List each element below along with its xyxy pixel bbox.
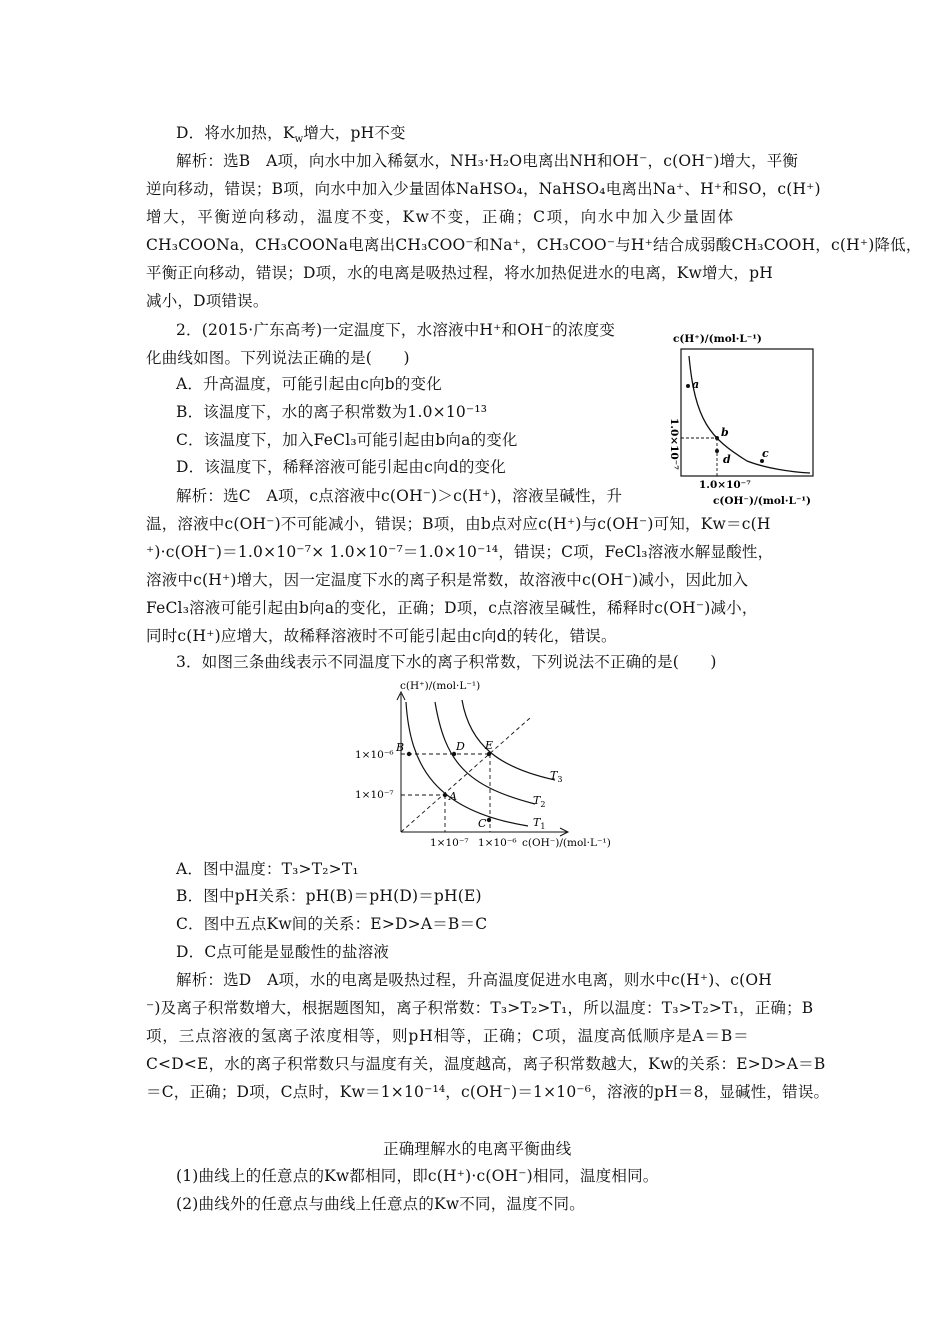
q2-figure [665,326,825,512]
q3-label-t1: $T_1$ [533,816,546,831]
q3-explanation-line: ＝C，正确；D项，C点时，Kw＝1×10⁻¹⁴，c(OH⁻)＝1×10⁻⁶，溶液的pH＝8，显碱性，错误。 [146,1083,830,1101]
q3-xtick-1: 1×10⁻⁷ [430,837,469,849]
q3-explanation-line: ⁻)及离子积常数增大，根据题图知，离子积常数：T₃>T₂>T₁，所以温度：T₃>T₂>T₁，正确；B [146,999,814,1017]
q2-ylabel: c(H⁺)/(mol·L⁻¹) [673,333,762,345]
q3-ytick-2: 1×10⁻⁷ [355,789,394,801]
q3-label-b: B [396,741,405,754]
q1-explanation-line: 逆向移动，错误；B项，向水中加入少量固体NaHSO₄，NaHSO₄电离出Na⁺、H⁺和SO，c(H⁺) [146,180,821,198]
q3-label-a: A [449,790,457,803]
q2-xlabel: c(OH⁻)/(mol·L⁻¹) [713,495,811,507]
q2-point-b [715,436,719,440]
q3-label-d: D [456,740,465,753]
q3-xtick-2: 1×10⁻⁶ [478,837,517,849]
q3-option-b: B．图中pH关系：pH(B)＝pH(D)＝pH(E) [176,887,482,905]
q2-label-d: d [723,453,731,466]
q3-label-c: C [478,817,487,830]
q2-stem-cont: 化曲线如图。下列说法正确的是( ) [146,349,410,367]
q2-label-a: a [692,378,700,391]
q3-option-a: A．图中温度：T₃>T₂>T₁ [176,860,359,878]
q2-option-d: D．该温度下，稀释溶液可能引起由c向d的变化 [176,458,506,476]
q3-option-c: C．图中五点Kw间的关系：E>D>A＝B＝C [176,915,488,933]
q3-option-d: D．C点可能是显酸性的盐溶液 [176,943,390,961]
q2-curve [689,356,810,473]
q1-explanation-line: 增大，平衡逆向移动，温度不变，Kw不变，正确；C项，向水中加入少量固体 [146,208,735,226]
q2-option-b: B．该温度下，水的离子积常数为1.0×10⁻¹³ [176,403,488,421]
q2-explanation-line: ⁺)·c(OH⁻)＝1.0×10⁻⁷× 1.0×10⁻⁷＝1.0×10⁻¹⁴，错误；C项，FeCl₃溶液水解显酸性， [146,543,774,561]
q2-xtick: 1.0×10⁻⁷ [699,479,751,491]
q2-label-c: c [762,447,769,460]
q2-point-d [715,449,719,453]
q3-label-t2: $T_2$ [533,794,546,809]
q1-explanation-line: 解析：选B A项，向水中加入稀氨水，NH₃·H₂O电离出NH和OH⁻，c(OH⁻)增大，平衡 [176,152,799,170]
q3-explanation-line: 项，三点溶液的氢离子浓度相等，则pH相等，正确；C项，温度高低顺序是A＝B＝ [146,1027,750,1045]
q2-stem: 2．(2015·广东高考)一定温度下，水溶液中H⁺和OH⁻的浓度变 [176,321,616,339]
q3-point-c [487,818,491,822]
q3-point-b [407,752,411,756]
q2-ytick: 1.0×10⁻⁷ [668,418,680,470]
q3-explanation-line: 解析：选D A项，水的电离是吸热过程，升高温度促进水电离，则水中c(H⁺)、c(OH [176,971,772,989]
summary-title: 正确理解水的电离平衡曲线 [383,1140,572,1158]
q1-option-d: D．将水加热，$K_w$增大，pH不变 [176,124,406,146]
q3-diagonal [401,718,530,832]
q2-label-b: b [721,426,729,439]
q3-figure [350,676,640,854]
q1-explanation-line: 减小，D项错误。 [146,292,269,310]
q2-point-a [686,384,690,388]
q1-explanation-line: CH₃COONa，CH₃COONa电离出CH₃COO⁻和Na⁺，CH₃COO⁻与H⁺结合成弱酸CH₃COOH，c(H⁺)降低， [146,236,922,254]
q2-explanation-line: FeCl₃溶液可能引起由b向a的变化，正确；D项，c点溶液呈碱性，稀释时c(OH⁻)减小， [146,599,758,617]
q3-label-t3: $T_3$ [550,769,563,784]
q1-explanation-line: 平衡正向移动，错误；D项，水的电离是吸热过程，将水加热促进水的电离，Kw增大，pH [146,264,773,282]
q3-ylabel: c(H⁺)/(mol·L⁻¹) [400,680,481,692]
q3-curve-t1 [406,702,528,826]
q3-ytick-1: 1×10⁻⁶ [355,749,394,761]
q2-explanation-line: 温，溶液中c(OH⁻)不可能减小，错误；B项，由b点对应c(H⁺)与c(OH⁻)可知，Kw＝c(H [146,515,771,533]
q2-explanation-line: 解析：选C A项，c点溶液中c(OH⁻)＞c(H⁺)，溶液呈碱性，升 [176,487,623,505]
q3-point-e [487,752,491,756]
summary-point-1: (1)曲线上的任意点的Kw都相同，即c(H⁺)·c(OH⁻)相同，温度相同。 [176,1167,659,1185]
q2-option-a: A．升高温度，可能引起由c向b的变化 [176,375,442,393]
q3-stem: 3．如图三条曲线表示不同温度下水的离子积常数，下列说法不正确的是( ) [176,653,717,671]
q3-explanation-line: C<D<E，水的离子积常数只与温度有关，温度越高，离子积常数越大，Kw的关系：E>D>A＝B [146,1055,826,1073]
q3-curve-t3 [462,700,555,780]
q3-xlabel: c(OH⁻)/(mol·L⁻¹) [522,837,611,849]
q3-label-e: E [485,739,494,752]
q3-point-a [443,793,447,797]
summary-point-2: (2)曲线外的任意点与曲线上任意点的Kw不同，温度不同。 [176,1195,585,1213]
q2-option-c: C．该温度下，加入FeCl₃可能引起由b向a的变化 [176,431,518,449]
q2-explanation-line: 同时c(H⁺)应增大，故稀释溶液时不可能引起由c向d的转化，错误。 [146,627,617,645]
q2-explanation-line: 溶液中c(H⁺)增大，因一定温度下水的离子积是常数，故溶液中c(OH⁻)减小，因此加入 [146,571,749,589]
